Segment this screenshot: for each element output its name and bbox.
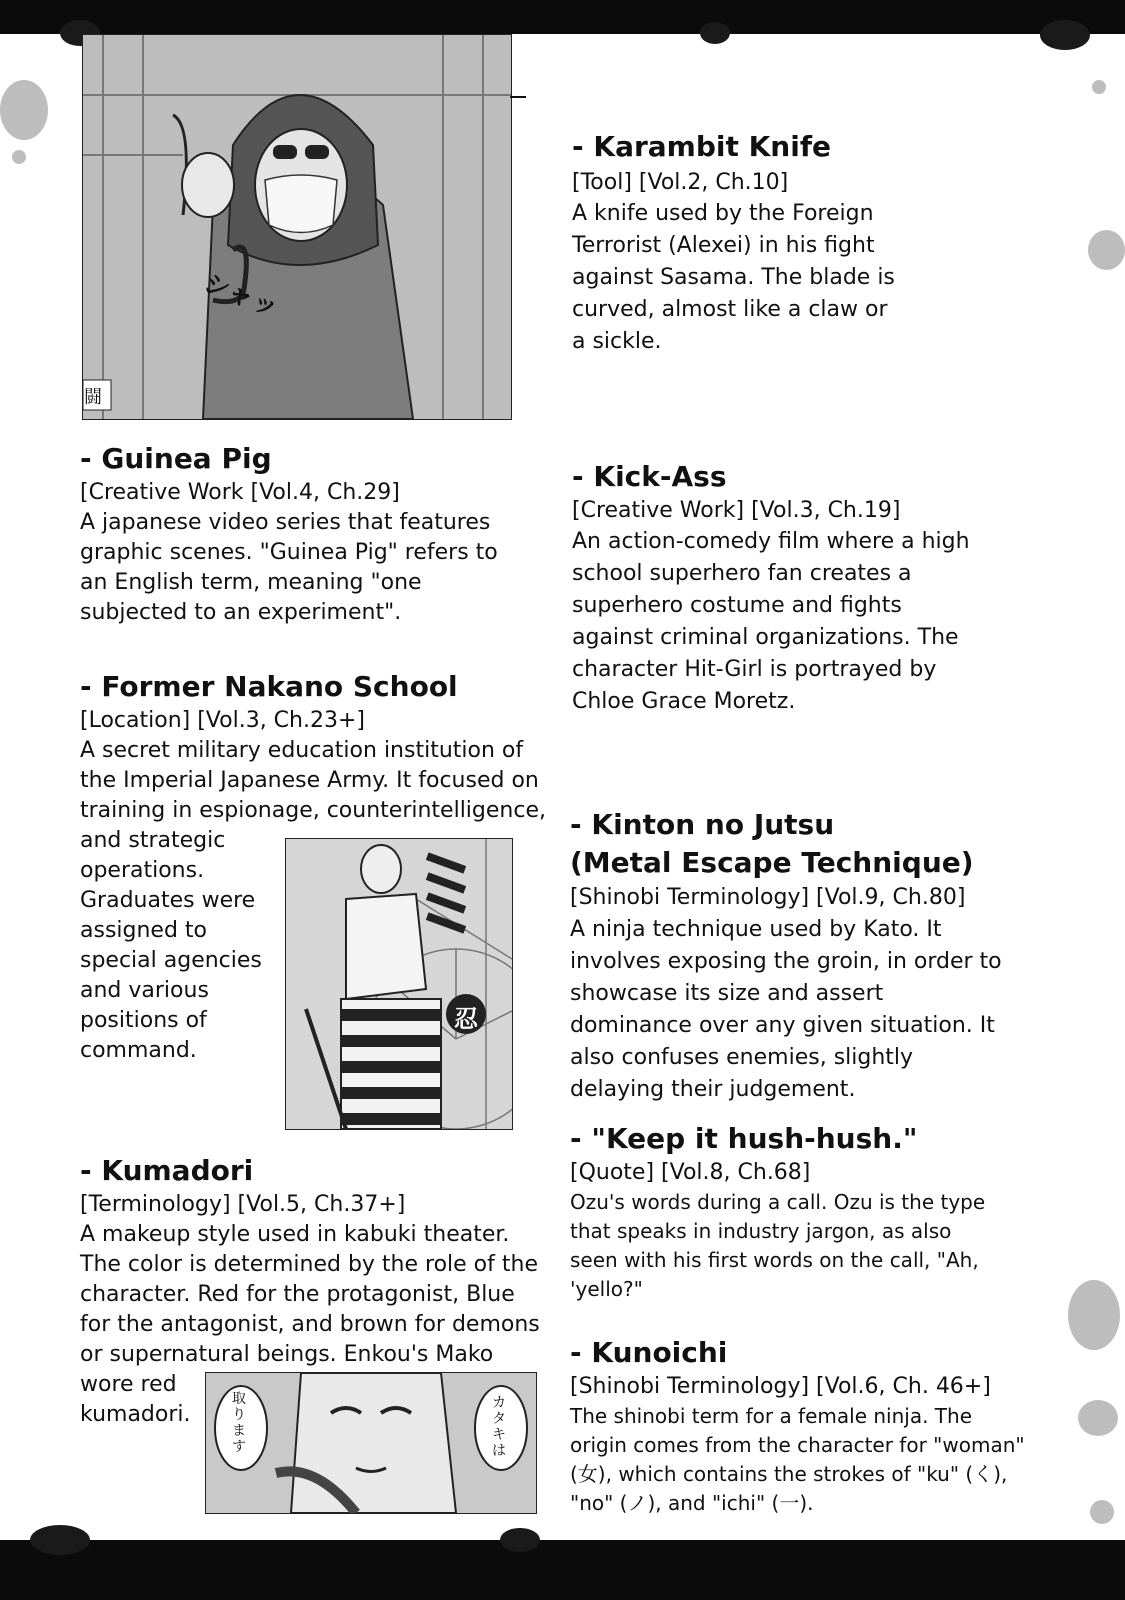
entry-former-nakano-school xyxy=(80,668,550,826)
entry-karambit-knife xyxy=(572,128,902,358)
entry-description-part2: and strategic operations. Graduates were assigned to special agencies and various positions of command. xyxy=(80,828,262,1063)
entry-title: - Kick-Ass xyxy=(572,460,727,493)
hooded-figure-illustration xyxy=(83,35,511,419)
entry-tag: [Location] [Vol.3, Ch.23+] xyxy=(80,708,365,733)
entry-title: - Kunoichi xyxy=(570,1336,728,1369)
entry-kinton-no-jutsu xyxy=(570,806,1010,1106)
entry-description: An action-comedy film where a high school superhero fan creates a superhero costume and fights against criminal organizations. The character Hit-Girl is portrayed by Chloe Grace Moretz. xyxy=(572,529,970,714)
ink-splatter xyxy=(1040,20,1090,50)
manga-panel-mako xyxy=(205,1372,537,1514)
sound-effect-text: シャッ xyxy=(199,268,283,324)
entry-tag: [Creative Work [Vol.4, Ch.29] xyxy=(80,480,400,505)
gray-splatter xyxy=(0,80,48,140)
entry-kick-ass xyxy=(572,458,982,718)
entry-former-nakano-school-cont xyxy=(80,826,280,1066)
entry-title: - Guinea Pig xyxy=(80,442,272,475)
entry-keep-it-hush-hush xyxy=(570,1120,990,1304)
entry-tag: [Quote] [Vol.8, Ch.68] xyxy=(570,1160,811,1185)
speech-bubble-right: カタキは xyxy=(492,1395,506,1459)
bottom-ink-band xyxy=(0,1540,1125,1600)
entry-description: Ozu's words during a call. Ozu is the type that speaks in industry jargon, as also seen with his first words on the call, "Ah, 'yello?" xyxy=(570,1190,986,1301)
entry-subtitle: (Metal Escape Technique) xyxy=(570,846,974,879)
gray-splatter xyxy=(1068,1280,1120,1350)
entry-description-part1: A secret military education institution of the Imperial Japanese Army. It focused on training in espionage, counterintelligence, xyxy=(80,738,546,823)
entry-tag: [Tool] [Vol.2, Ch.10] xyxy=(572,170,789,195)
entry-tag: [Shinobi Terminology] [Vol.9, Ch.80] xyxy=(570,885,966,910)
ninja-figure-illustration xyxy=(286,839,512,1129)
ink-splatter xyxy=(500,1528,540,1552)
panel-side-label: 闘 xyxy=(84,387,102,408)
entry-tag: [Terminology] [Vol.5, Ch.37+] xyxy=(80,1192,406,1217)
gray-splatter xyxy=(1090,1500,1114,1524)
entry-title: - Karambit Knife xyxy=(572,130,832,163)
entry-description: A knife used by the Foreign Terrorist (Alexei) in his fight against Sasama. The blade is curved, almost like a claw or a sickle. xyxy=(572,201,895,354)
ninja-kanji-badge: 忍 xyxy=(454,1005,478,1033)
gray-splatter xyxy=(1078,1400,1118,1436)
entry-title: - Former Nakano School xyxy=(80,670,458,703)
entry-description: A japanese video series that features graphic scenes. "Guinea Pig" refers to an English term, meaning "one subjected to an experiment". xyxy=(80,510,498,625)
entry-tag: [Shinobi Terminology] [Vol.6, Ch. 46+] xyxy=(570,1374,991,1399)
entry-description-part2: wore red kumadori. xyxy=(80,1372,191,1427)
gray-splatter xyxy=(1088,230,1125,270)
panel-edge-mark xyxy=(510,96,526,98)
entry-kunoichi xyxy=(570,1334,1030,1518)
ink-splatter xyxy=(30,1525,90,1555)
entry-description: A ninja technique used by Kato. It involves exposing the groin, in order to showcase its size and assert dominance over any given situation. It also confuses enemies, slightly delaying their judgement. xyxy=(570,917,1002,1102)
entry-title: - Kinton no Jutsu xyxy=(570,808,835,841)
entry-kumadori xyxy=(80,1152,540,1370)
manga-panel-ninja xyxy=(285,838,513,1130)
gray-splatter xyxy=(1092,80,1106,94)
entry-title: - "Keep it hush-hush." xyxy=(570,1122,918,1155)
entry-tag: [Creative Work] [Vol.3, Ch.19] xyxy=(572,498,901,523)
entry-guinea-pig xyxy=(80,440,525,628)
entry-description-part1: A makeup style used in kabuki theater. The color is determined by the role of the character. Red for the protagonist, Blue for the antagonist, and brown for demons or supernatural beings. Enkou's Mako xyxy=(80,1222,540,1367)
gray-splatter xyxy=(12,150,26,164)
entry-kumadori-cont xyxy=(80,1370,200,1430)
ink-splatter xyxy=(700,22,730,44)
entry-title: - Kumadori xyxy=(80,1154,254,1187)
entry-description: The shinobi term for a female ninja. The origin comes from the character for "woman" (女), which contains the strokes of "ku" (く), "no" (ノ), and "ichi" (一). xyxy=(570,1404,1025,1515)
mako-illustration xyxy=(206,1373,536,1513)
manga-panel-karambit xyxy=(82,34,512,420)
speech-bubble-left: 取ります xyxy=(232,1391,246,1455)
top-ink-band xyxy=(0,0,1125,34)
